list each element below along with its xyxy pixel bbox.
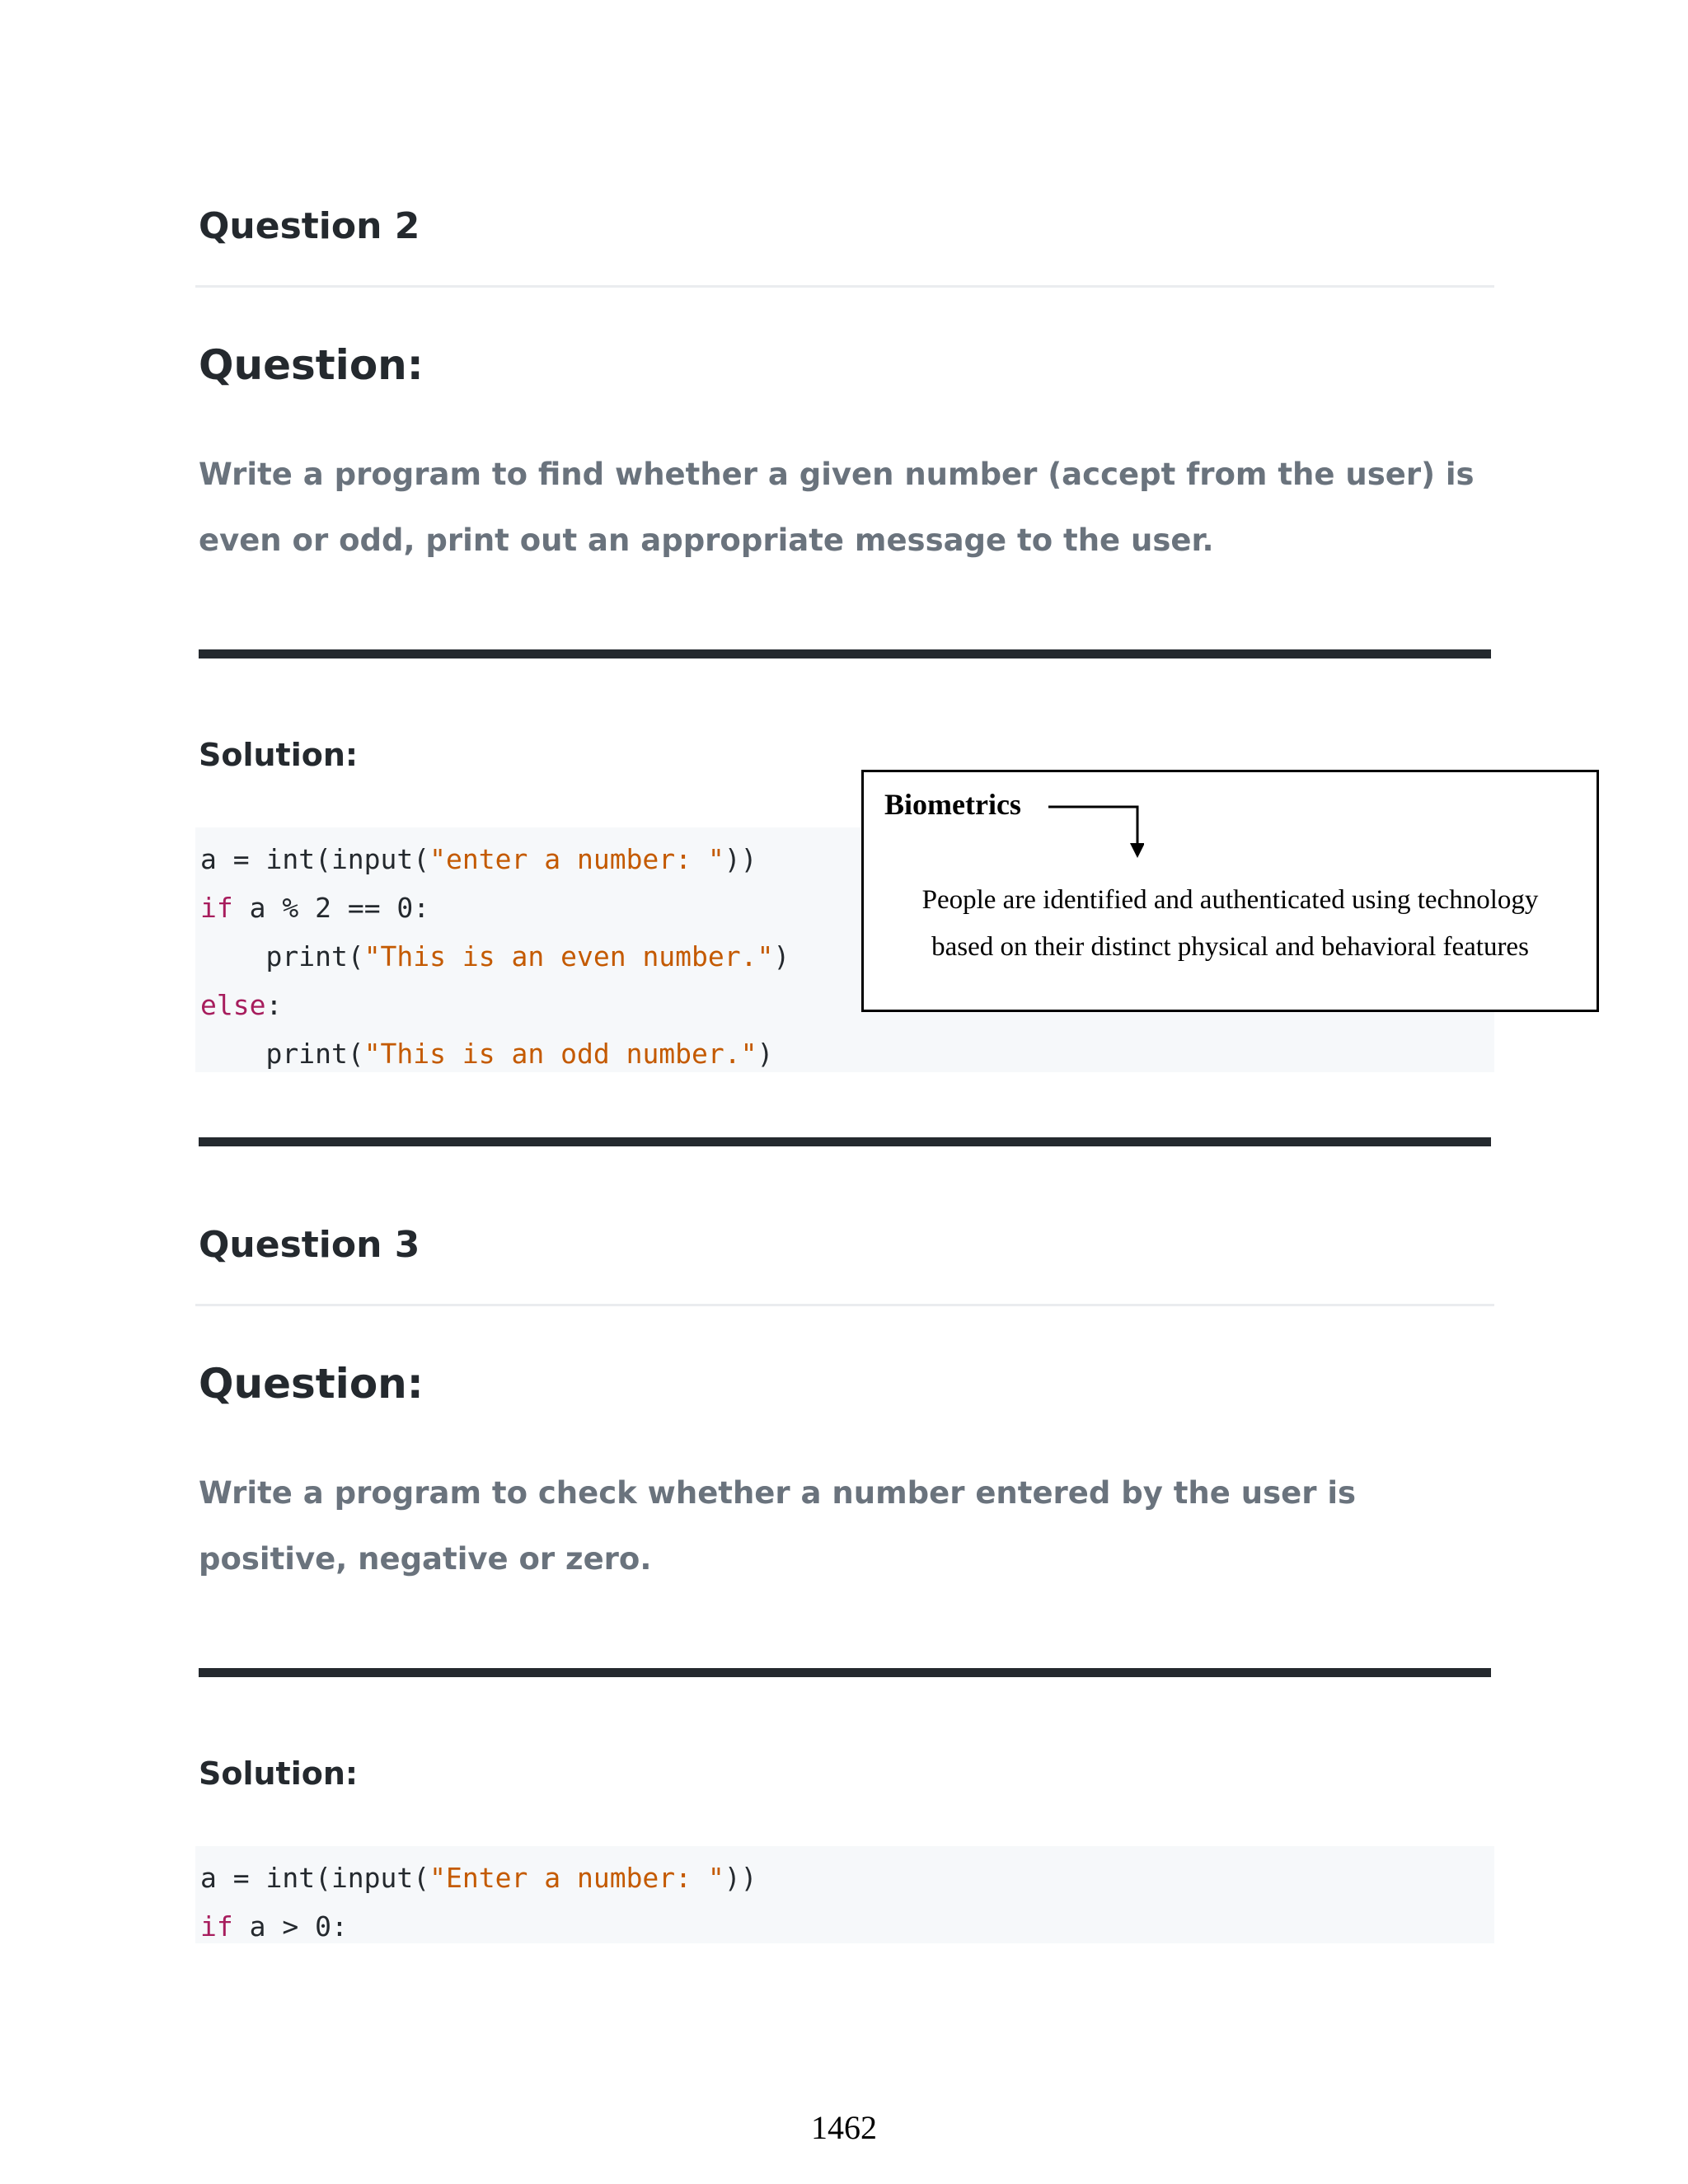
- question-label: Question:: [199, 341, 424, 389]
- biometrics-box: [861, 770, 1599, 1012]
- code-line: [200, 892, 430, 924]
- code-string: "Enter a number: ": [429, 1862, 724, 1894]
- code-text: :: [265, 989, 283, 1021]
- code-string: "This is an odd number.": [363, 1038, 757, 1070]
- code-text: ): [757, 1038, 774, 1070]
- biometrics-title: Biometrics: [884, 788, 1021, 821]
- biometrics-description-line-1: People are identified and authenticated using technology: [921, 885, 1539, 915]
- code-keyword: if: [200, 1910, 233, 1943]
- code-text: ): [773, 940, 790, 972]
- code-text: a = int(input(: [200, 1862, 430, 1894]
- arrow-down-icon: [1045, 797, 1144, 863]
- code-block: [195, 1846, 1494, 1943]
- code-text: a > 0:: [232, 1910, 348, 1943]
- code-string: "enter a number: ": [429, 843, 724, 875]
- code-text: )): [724, 1862, 757, 1894]
- code-line: [200, 843, 757, 875]
- code-text: a = int(input(: [200, 843, 430, 875]
- solution-label: Solution:: [199, 737, 359, 773]
- code-text: print(: [200, 940, 364, 972]
- code-keyword: if: [200, 892, 233, 924]
- code-text: )): [724, 843, 757, 875]
- page-number: 1462: [811, 2109, 877, 2146]
- code-line: [200, 940, 790, 972]
- solution-label: Solution:: [199, 1755, 359, 1792]
- code-line: [200, 1910, 348, 1943]
- code-line: [200, 1038, 774, 1070]
- code-line: [200, 1862, 757, 1894]
- question-label: Question:: [199, 1360, 424, 1408]
- code-string: "This is an even number.": [363, 940, 774, 972]
- section-divider: [199, 1668, 1491, 1677]
- heading-divider: [195, 285, 1494, 288]
- question-text: Write a program to check whether a number entered by the user is positive, negative or zero.: [199, 1475, 1357, 1577]
- section-divider: [199, 1137, 1491, 1146]
- biometrics-description-line-2: based on their distinct physical and behavioral features: [931, 932, 1529, 962]
- section-divider: [199, 649, 1491, 658]
- heading-divider: [195, 1304, 1494, 1306]
- code-keyword: else: [200, 989, 266, 1021]
- question-3-heading: Question 3: [199, 1224, 420, 1266]
- question-2-heading: Question 2: [199, 205, 420, 247]
- code-text: print(: [200, 1038, 364, 1070]
- code-text: a % 2 == 0:: [232, 892, 430, 924]
- question-text: Write a program to find whether a given number (accept from the user) is even or odd, print out an appropriate message to the user.: [199, 457, 1475, 558]
- code-line: [200, 991, 282, 1019]
